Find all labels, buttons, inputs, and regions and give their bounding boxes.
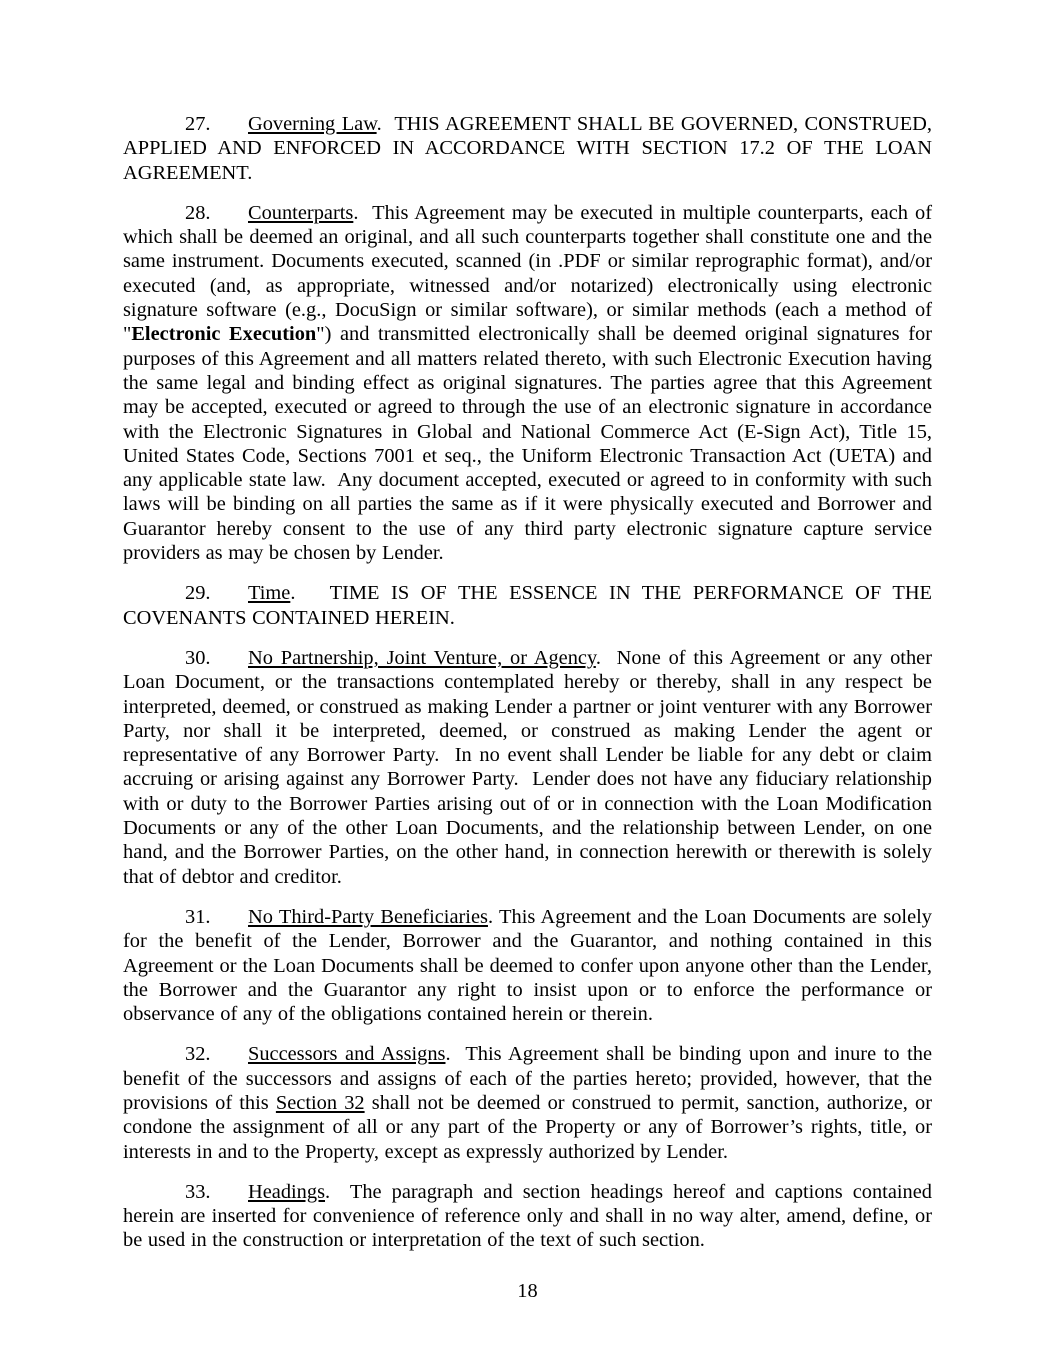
contract-sections bbox=[123, 112, 932, 1253]
body-text-run: . THIS AGREEMENT SHALL BE GOVERNED, CONSTRUED, APPLIED AND ENFORCED IN ACCORDANCE WITH SECTION 17.2 OF THE LOAN AGREEMENT. bbox=[123, 113, 932, 184]
section-heading: No Third-Party Beneficiaries bbox=[248, 905, 488, 928]
body-text-run: . The paragraph and section headings hereof and captions contained herein are inserted for convenience of reference only and shall in no way alter, amend, define, or be used in the construction or interpretation of the text of such section. bbox=[123, 1180, 932, 1252]
section-number: 32. bbox=[185, 1043, 211, 1066]
section-paragraph-30 bbox=[123, 646, 932, 889]
section-number: 27. bbox=[185, 113, 211, 135]
page-number: 18 bbox=[517, 1280, 538, 1302]
section-number: 29. bbox=[185, 582, 211, 605]
body-text-run: . None of this Agreement or any other Loan Document, or the transactions contemplated hereby or thereby, shall in any respect be interpreted, deemed, or construed as making Lender a partner or joint venturer with any Borrower Party, nor shall it be interpreted, deemed, or construed as making Lender the agent or representative of any Borrower Party. In no event shall Lender be liable for any debt or claim accruing or arising against any Borrower Party. Lender does not have any fiduciary relationship with or duty to the Borrower Parties arising out of or in connection with the Loan Modification Documents or any of the other Loan Documents, and the relationship between Lender, on one hand, and the Borrower Parties, on the other hand, in connection herewith or therewith is solely that of debtor and creditor. bbox=[123, 646, 933, 888]
section-paragraph-29 bbox=[123, 581, 932, 630]
body-text-run: ") and transmitted electronically shall be deemed original signatures for purposes of this Agreement and all matters related thereto, with such Electronic Execution having the same legal and binding effect as original signatures. The parties agree that this Agreement may be accepted, executed or agreed to through the use of an electronic signature in accordance with the Electronic Signatures in Global and National Commerce Act (E-Sign Act), Title 15, United States Code, Sections 7001 et seq., the Uniform Electronic Transaction Act (UETA) and any applicable state law. Any document accepted, executed or agreed to in conformity with such laws will be binding on all parties the same as if it were physically executed and Borrower and Guarantor hereby consent to the use of any third party electronic signature capture service providers as may be chosen by Lender. bbox=[123, 323, 932, 565]
section-number: 30. bbox=[185, 646, 211, 669]
body-text-run: . This Agreement and the Loan Documents are solely for the benefit of the Lender, Borrower and the Guarantor, and nothing contained in this Agreement or the Loan Documents shall be deemed to confer upon anyone other than the Lender, the Borrower and the Guarantor any right to insist upon or to enforce the performance or observance of any of the obligations contained herein or therein. bbox=[123, 905, 932, 1026]
body-text-run: shall not be deemed or construed to permit, sanction, authorize, or condone the assignment of all or any part of the Property or any of Borrower’s rights, title, or interests in and to the Property, except as expressly authorized by Lender. bbox=[123, 1091, 932, 1163]
body-text-run: . TIME IS OF THE ESSENCE IN THE PERFORMANCE OF THE COVENANTS CONTAINED HEREIN. bbox=[123, 582, 932, 629]
section-number: 28. bbox=[185, 201, 211, 224]
section-heading: No Partnership, Joint Venture, or Agency bbox=[248, 646, 596, 669]
section-paragraph-33 bbox=[123, 1180, 932, 1253]
section-heading: Section 32 bbox=[275, 1091, 365, 1114]
section-paragraph-32 bbox=[123, 1042, 932, 1163]
section-number: 33. bbox=[185, 1180, 211, 1203]
body-text-run: . This Agreement may be executed in multiple counterparts, each of which shall be deemed an original, and all such counterparts together shall constitute one and the same instrument. Documents executed, scanned (in .PDF or similar reprographic format), and/or executed (and, as appropriate, witnessed and/or notarized) electronically using electronic signature software (e.g., DocuSign or similar software), or similar methods (each a method of " bbox=[123, 201, 932, 346]
section-heading: Successors and Assigns bbox=[248, 1043, 446, 1066]
section-heading: Governing Law bbox=[248, 113, 377, 135]
defined-term: Electronic Execution bbox=[131, 323, 317, 346]
section-paragraph-27 bbox=[123, 112, 932, 185]
section-paragraph-31 bbox=[123, 905, 932, 1026]
section-paragraph-28 bbox=[123, 201, 932, 565]
section-heading: Counterparts bbox=[248, 201, 354, 224]
section-heading: Headings bbox=[248, 1180, 326, 1203]
section-number: 31. bbox=[185, 905, 211, 928]
page-footer bbox=[0, 1279, 1055, 1303]
body-text-run: . This Agreement shall be binding upon and inure to the benefit of the successors and assigns of each of the parties hereto; provided, however, that the provisions of this bbox=[123, 1043, 933, 1114]
section-heading: Time bbox=[248, 582, 291, 605]
